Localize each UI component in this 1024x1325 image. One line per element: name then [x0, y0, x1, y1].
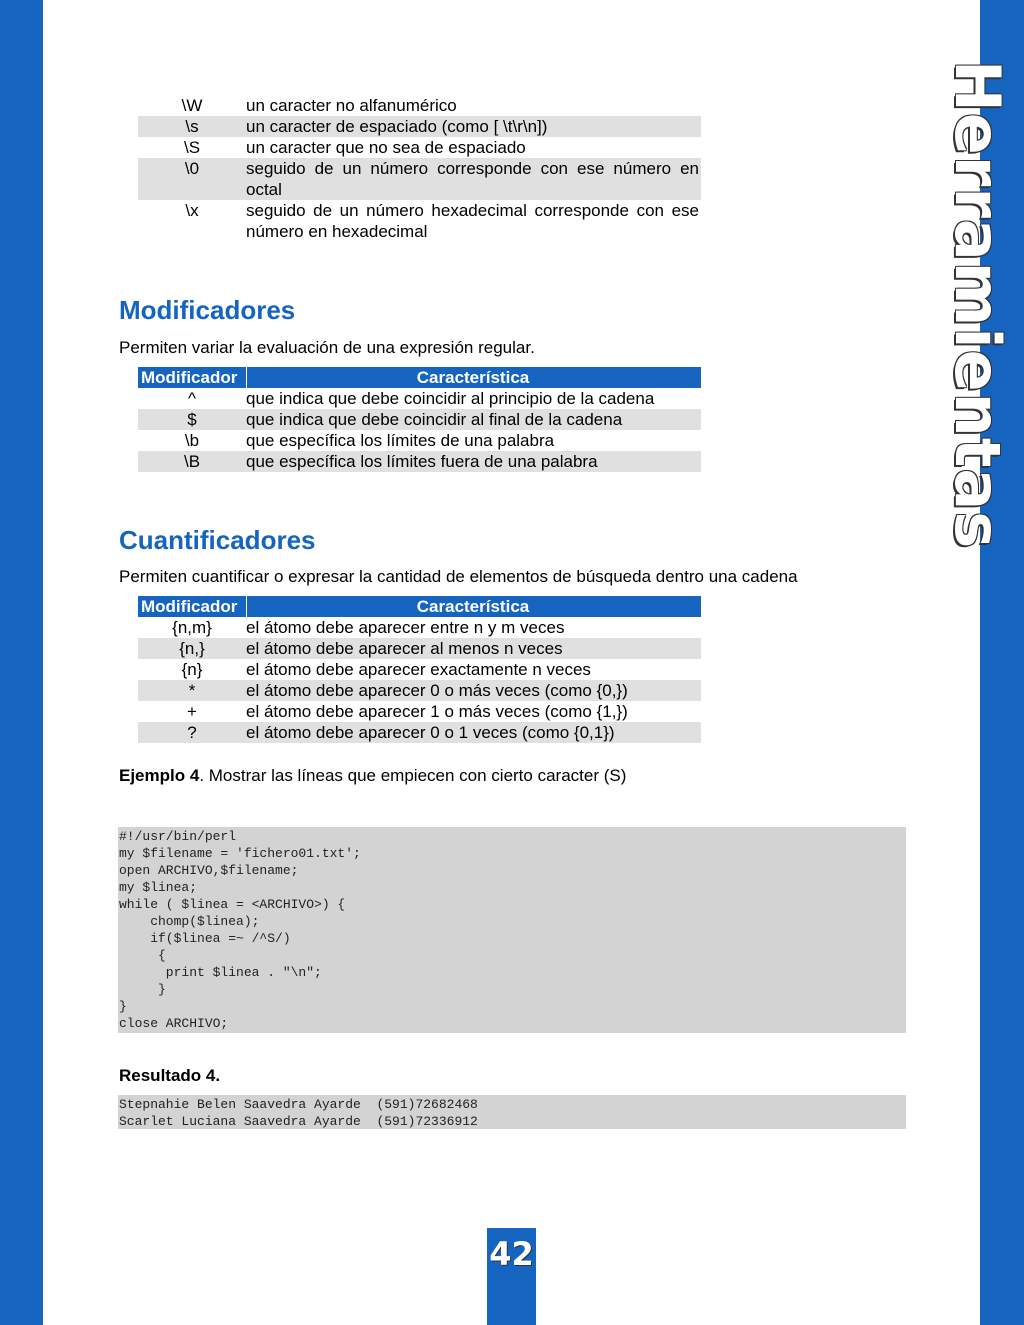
- table-row: [138, 680, 701, 701]
- table-row: [138, 388, 701, 409]
- row-description: el átomo debe aparecer 0 o más veces (como {0,}): [246, 681, 628, 700]
- table-row: [138, 95, 701, 116]
- row-description: seguido de un número hexadecimal corresponde con ese número en hexadecimal: [246, 201, 699, 241]
- row-description: el átomo debe aparecer exactamente n veces: [246, 660, 591, 679]
- row-code: \B: [183, 452, 201, 471]
- table-row: [138, 617, 701, 638]
- row-description: el átomo debe aparecer 0 o 1 veces (como {0,1}): [246, 723, 615, 742]
- table-row: [138, 638, 701, 659]
- table-row: [138, 409, 701, 430]
- page-number: 42: [487, 1228, 536, 1325]
- table-row: [138, 137, 701, 158]
- row-code: {n,}: [179, 639, 205, 658]
- row-code: ^: [188, 389, 196, 408]
- cuantificadores-table: [138, 596, 701, 743]
- row-description: que específica los límites fuera de una palabra: [246, 452, 598, 471]
- row-code: \s: [185, 117, 199, 136]
- section-tab: [941, 59, 1015, 549]
- row-description: el átomo debe aparecer 1 o más veces (como {1,}): [246, 702, 628, 721]
- table-row: [138, 659, 701, 680]
- row-code: {n}: [181, 660, 203, 679]
- resultado-output: Stepnahie Belen Saavedra Ayarde (591)72682468 Scarlet Luciana Saavedra Ayarde (591)72336912: [118, 1095, 906, 1129]
- row-description: el átomo debe aparecer al menos n veces: [246, 639, 563, 658]
- left-margin-bar: [0, 0, 43, 1325]
- table-row: [138, 430, 701, 451]
- header-caracteristica: Característica: [416, 368, 530, 387]
- row-description: un caracter de espaciado (como [ \t\r\n]): [246, 117, 548, 136]
- row-code: {n,m}: [172, 618, 212, 637]
- row-description: que indica que debe coincidir al final de la cadena: [246, 410, 623, 429]
- row-description: un caracter que no sea de espaciado: [246, 138, 526, 157]
- modificadores-table: [138, 367, 701, 472]
- ejemplo-caption: [119, 766, 626, 786]
- ejemplo-label: Ejemplo 4: [119, 766, 200, 785]
- table-row: [138, 158, 701, 200]
- section-title: Herramientas: [941, 59, 1015, 549]
- table-row: [138, 200, 701, 242]
- header-modificador: Modificador: [138, 367, 247, 388]
- row-code: \S: [183, 138, 201, 157]
- table-row: [138, 722, 701, 743]
- row-description: que indica que debe coincidir al principio de la cadena: [246, 389, 655, 408]
- row-code: ?: [187, 723, 197, 742]
- table-header: [138, 596, 701, 617]
- row-code: \0: [184, 159, 200, 178]
- modificadores-intro: Permiten variar la evaluación de una expresión regular.: [119, 338, 535, 357]
- row-description: seguido de un número corresponde con ese número en octal: [246, 159, 699, 199]
- perl-code-block: #!/usr/bin/perl my $filename = 'fichero01.txt'; open ARCHIVO,$filename; my $linea; while ( $linea = <ARCHIVO>) { chomp($linea); if($linea =~ /^S/) { print $linea . "\n"; } } close ARCHIVO;: [118, 827, 906, 1033]
- table-header: [138, 367, 701, 388]
- modificadores-heading: Modificadores: [119, 295, 296, 325]
- row-code: *: [188, 681, 196, 700]
- row-code: +: [187, 702, 197, 721]
- cuantificadores-intro: Permiten cuantificar o expresar la cantidad de elementos de búsqueda dentro una cadena: [119, 567, 798, 586]
- resultado-label: Resultado 4.: [119, 1066, 221, 1085]
- escape-sequence-table: [138, 95, 701, 242]
- row-description: que específica los límites de una palabra: [246, 431, 555, 450]
- row-code: $: [187, 410, 197, 429]
- header-caracteristica: Característica: [416, 597, 530, 616]
- row-code: \x: [185, 201, 199, 220]
- row-description: el átomo debe aparecer entre n y m veces: [246, 618, 565, 637]
- row-description: un caracter no alfanumérico: [246, 96, 457, 115]
- row-code: \b: [184, 431, 200, 450]
- row-code: \W: [181, 96, 203, 115]
- ejemplo-text: . Mostrar las líneas que empiecen con cierto caracter (S): [199, 766, 627, 785]
- cuantificadores-heading: Cuantificadores: [119, 525, 316, 555]
- table-row: [138, 701, 701, 722]
- header-modificador: Modificador: [138, 596, 247, 617]
- table-row: [138, 116, 701, 137]
- table-row: [138, 451, 701, 472]
